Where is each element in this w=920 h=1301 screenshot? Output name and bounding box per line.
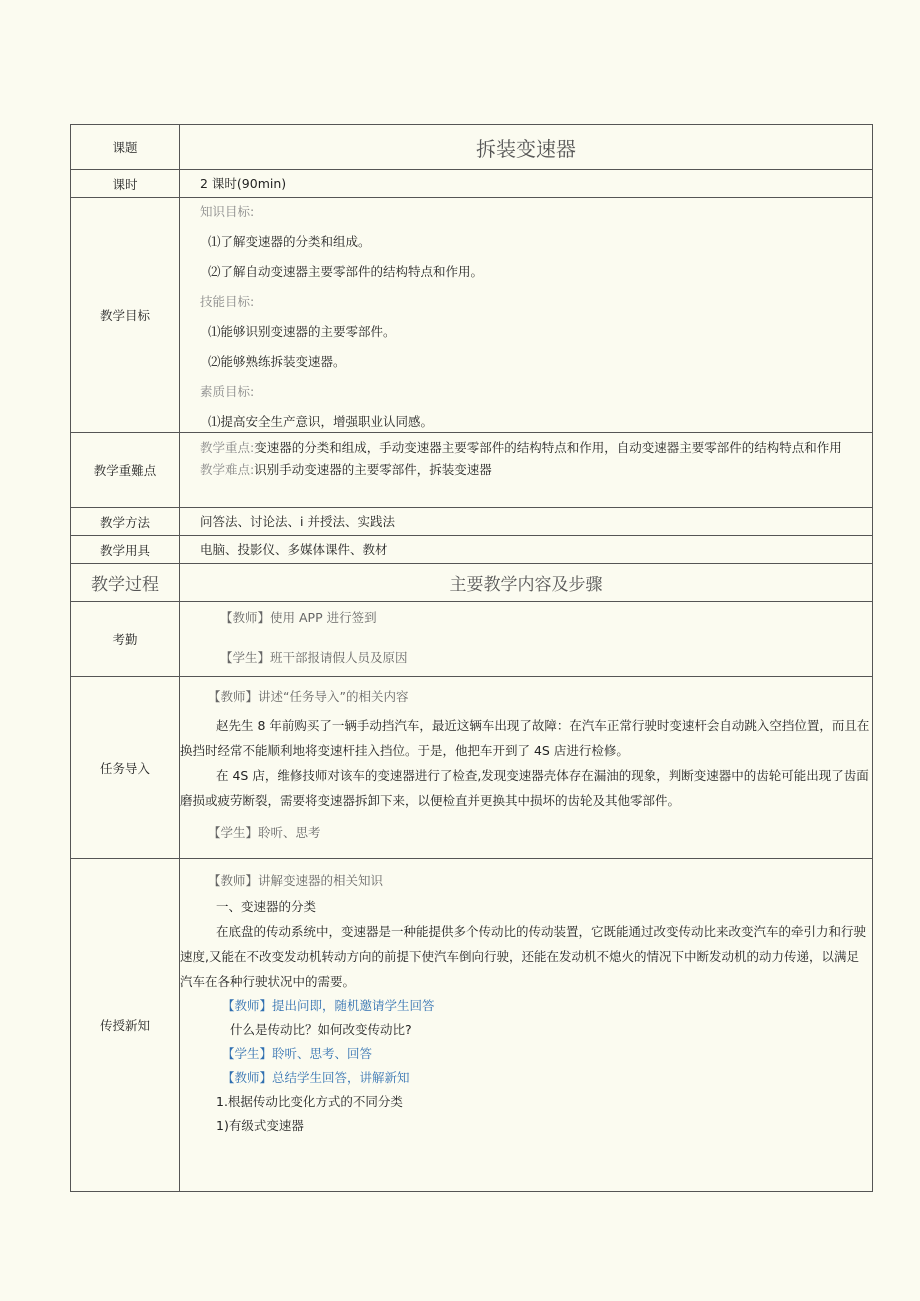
new-knowledge-teacher: 【教师】讲解变速器的相关知识 [208, 873, 384, 888]
attendance-label: 考勤 [71, 602, 180, 677]
row-key-points [71, 433, 873, 508]
skill-heading: 技能目标: [200, 294, 255, 309]
difficulty-heading: 教学难点: [200, 462, 255, 477]
row-hours [71, 170, 873, 198]
attendance-student: 【学生】班干部报请假人员及原因 [220, 650, 408, 665]
row-objectives [71, 198, 873, 433]
skill-item: ⑴能够识别变速器的主要零部件。 [208, 324, 396, 339]
task-intro-student: 【学生】聆听、思考 [208, 825, 321, 840]
hours-value: 2 课时(90min) [200, 175, 287, 191]
quality-item: ⑴提高安全生产意识，增强职业认同感。 [208, 414, 434, 429]
methods-label: 教学方法 [71, 508, 180, 536]
hours-label: 课时 [71, 170, 180, 198]
row-task-intro [71, 677, 873, 859]
task-intro-paragraph-1: 赵先生 8 年前购买了一辆手动挡汽车，最近这辆车出现了故障：在汽车正常行驶时变速杆会自动跳入空挡位置，而且在换挡时经常不能顺利地将变速杆挂入挡位。于是，他把车开到了 4S 店进行检修。 [180, 718, 870, 758]
quality-heading: 素质目标: [200, 384, 255, 399]
student-answer: 【学生】聆听、思考、回答 [222, 1046, 373, 1061]
row-attendance [71, 602, 873, 677]
task-intro-label: 任务导入 [71, 677, 180, 859]
knowledge-item: ⑵了解自动变速器主要零部件的结构特点和作用。 [208, 264, 484, 279]
topic-label: 课题 [71, 125, 180, 170]
row-topic [71, 125, 873, 170]
row-new-knowledge [71, 859, 873, 1192]
lesson-plan-table [70, 124, 873, 1192]
subheading-1: 1.根据传动比变化方式的不同分类 [216, 1094, 403, 1109]
knowledge-heading: 知识目标: [200, 204, 255, 219]
attendance-teacher: 【教师】使用 APP 进行签到 [220, 610, 377, 625]
row-tools [71, 536, 873, 564]
row-methods [71, 508, 873, 536]
difficulty-paragraph [180, 459, 872, 481]
key-points-label: 教学重難点 [71, 433, 180, 508]
row-process-header [71, 564, 873, 602]
focus-text: 变速器的分类和组成，手动变速器主要零部件的结构特点和作用，自动变速器主要零部件的结构特点和作用 [254, 440, 842, 455]
difficulty-text: 识别手动变速器的主要零部件，拆装变速器 [254, 462, 492, 477]
classification-paragraph: 在底盘的传动系统中，变速器是一种能提供多个传动比的传动装置，它既能通过改变传动比来改变汽车的牵引力和行驶速度,又能在不改变发动机转动方向的前提下使汽车倒向行驶，还能在发动机不熄火的情况下中断发动机的动力传递，以满足汽车在各种行驶状况中的需要。 [180, 924, 867, 989]
teacher-question: 【教师】提出问即，随机邀请学生回答 [222, 998, 435, 1013]
process-header-label: 教学过程 [71, 564, 180, 602]
topic-title: 拆装变速器 [180, 125, 873, 170]
knowledge-item: ⑴了解变速器的分类和组成。 [208, 234, 371, 249]
teacher-summary: 【教师】总结学生回答，讲解新知 [222, 1070, 410, 1085]
new-knowledge-label: 传授新知 [71, 859, 180, 1192]
methods-value: 问答法、讨论法、i 并授法、实践法 [200, 513, 395, 529]
tools-value: 电脑、投影仪、多媒体课件、教材 [200, 541, 388, 557]
focus-paragraph [180, 433, 872, 459]
objectives-label: 教学目标 [71, 198, 180, 433]
task-intro-teacher: 【教师】讲述“任务导入”的相关内容 [208, 689, 409, 704]
focus-heading: 教学重点: [200, 440, 255, 455]
task-intro-paragraph-2: 在 4S 店，维修技师对该车的变速器进行了检查,发现变速器壳体存在漏油的现象，判断变速器中的齿轮可能出现了齿面磨损或疲劳断裂，需要将变速器拆卸下来，以便检直并更换其中损坏的齿轮及其他零部件。 [180, 768, 869, 808]
tools-label: 教学用具 [71, 536, 180, 564]
question-text: 什么是传动比？如何改变传动比? [230, 1022, 412, 1037]
section-heading: 一、变速器的分类 [216, 899, 317, 914]
skill-item: ⑵能够熟练拆装变速器。 [208, 354, 346, 369]
subheading-2: 1)有级式变速器 [216, 1118, 304, 1133]
process-header-value: 主要教学内容及步骤 [180, 564, 873, 602]
